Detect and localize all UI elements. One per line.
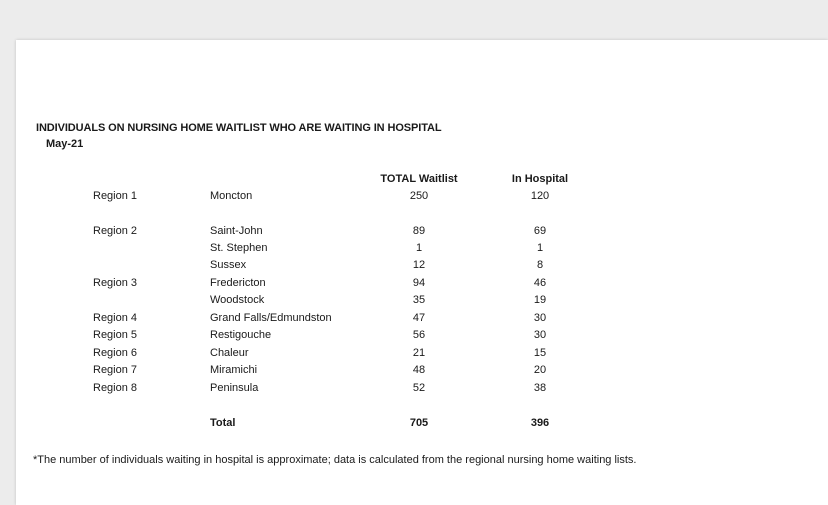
row-total-waitlist: 47 [412,312,426,324]
row-area: Miramichi [210,364,258,376]
row-area: St. Stephen [210,242,268,254]
row-region: Region 3 [93,277,138,289]
row-region: Region 5 [93,329,138,341]
row-in-hospital: 30 [533,312,547,324]
row-in-hospital: 69 [533,225,547,237]
row-area: Sussex [210,259,247,271]
row-total-waitlist: 1 [415,242,423,254]
row-region: Region 7 [93,364,138,376]
row-region: Region 4 [93,312,138,324]
document-subtitle: May-21 [46,138,84,150]
row-in-hospital: 20 [533,364,547,376]
row-total-waitlist: 52 [412,382,426,394]
row-region: Region 2 [93,225,138,237]
row-region: Region 8 [93,382,138,394]
column-header-total-waitlist: TOTAL Waitlist [380,173,458,185]
row-total-waitlist: 89 [412,225,426,237]
document-title: INDIVIDUALS ON NURSING HOME WAITLIST WHO ARE WAITING IN HOSPITAL [36,122,442,134]
row-area: Peninsula [210,382,259,394]
total-in-hospital-value: 396 [530,417,550,429]
row-total-waitlist: 35 [412,294,426,306]
row-area: Woodstock [210,294,265,306]
row-in-hospital: 1 [536,242,544,254]
total-waitlist-value: 705 [409,417,429,429]
row-total-waitlist: 56 [412,329,426,341]
document-page [16,40,828,505]
row-total-waitlist: 94 [412,277,426,289]
row-area: Chaleur [210,347,249,359]
row-area: Saint-John [210,225,263,237]
row-region: Region 6 [93,347,138,359]
row-area: Moncton [210,190,253,202]
total-label: Total [210,417,236,429]
row-area: Restigouche [210,329,272,341]
row-in-hospital: 8 [536,259,544,271]
row-in-hospital: 38 [533,382,547,394]
column-header-in-hospital: In Hospital [511,173,569,185]
row-in-hospital: 15 [533,347,547,359]
row-total-waitlist: 21 [412,347,426,359]
row-in-hospital: 46 [533,277,547,289]
row-in-hospital: 30 [533,329,547,341]
row-area: Fredericton [210,277,266,289]
footnote: *The number of individuals waiting in hospital is approximate; data is calculated from the regional nursing home waiting lists. [33,454,637,466]
row-total-waitlist: 48 [412,364,426,376]
row-in-hospital: 19 [533,294,547,306]
row-region: Region 1 [93,190,138,202]
row-in-hospital: 120 [530,190,550,202]
row-area: Grand Falls/Edmundston [210,312,332,324]
row-total-waitlist: 12 [412,259,426,271]
row-total-waitlist: 250 [409,190,429,202]
